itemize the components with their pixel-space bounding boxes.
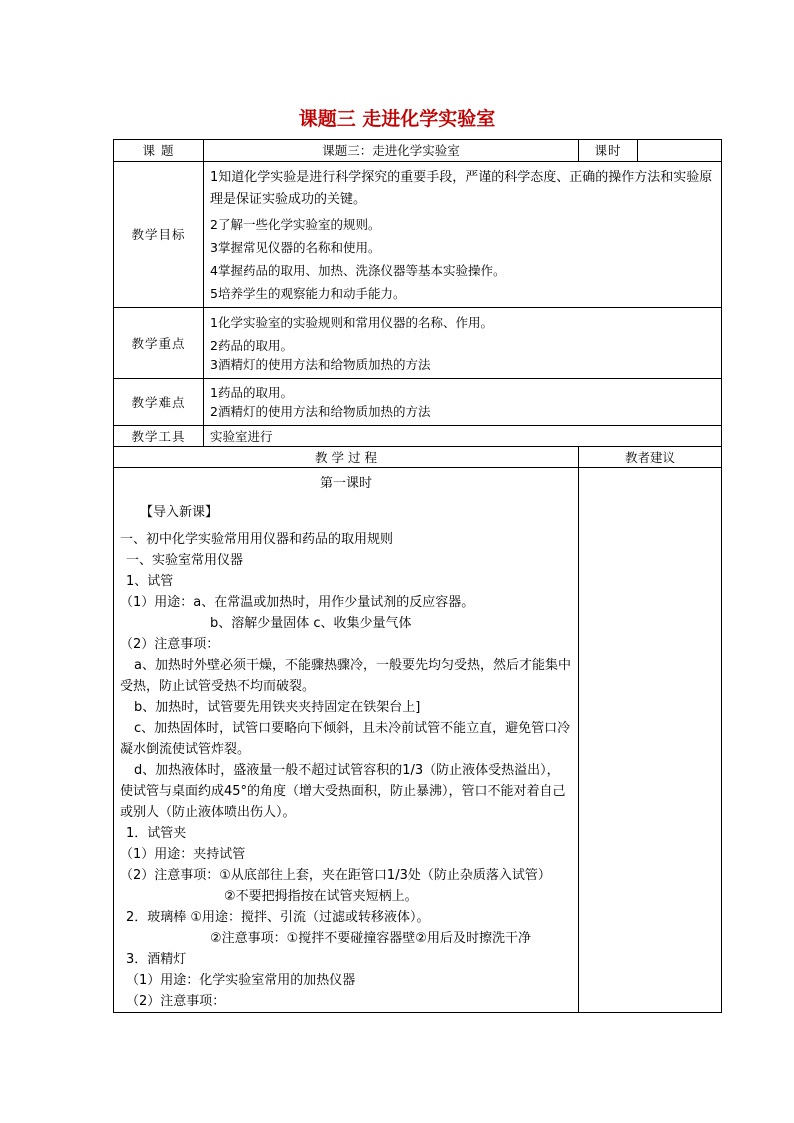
topic-label: 课 题	[114, 140, 204, 162]
process-line: （2）注意事项：	[126, 994, 226, 1009]
objective-item: 4掌握药品的取用、加热、洗涤仪器等基本实验操作。	[210, 262, 506, 278]
process-line: （2）注意事项：①从底部往上套，夹在距管口1/3处（防止杂质落入试管）	[120, 868, 551, 883]
process-header: 教 学 过 程	[114, 447, 579, 468]
process-line: b、加热时，试管要先用铁夹夹持固定在铁架台上]	[134, 700, 421, 715]
key-point-item: 3酒精灯的使用方法和给物质加热的方法	[210, 356, 431, 372]
lesson-heading: 第一课时	[319, 476, 372, 491]
item-heading: 1、试管	[126, 574, 174, 589]
process-line: （1）用途：化学实验室常用的加热仪器	[126, 973, 356, 988]
process-line: ②注意事项：①搅拌不要碰撞容器壁②用后及时擦洗干净	[210, 931, 531, 946]
advice-header: 教者建议	[579, 447, 722, 468]
process-line: （1）用途：a、在常温或加热时，用作少量试剂的反应容器。	[120, 595, 475, 610]
process-line: （2）注意事项：	[120, 637, 220, 652]
subsection-heading: 一、实验室常用仪器	[126, 553, 244, 568]
difficulties-content	[204, 379, 722, 426]
key-point-item: 1化学实验室的实验规则和常用仪器的名称、作用。	[210, 314, 493, 330]
period-value	[638, 140, 722, 162]
process-line: b、溶解少量固体 c、收集少量气体	[210, 616, 412, 631]
period-label: 课时	[579, 140, 638, 162]
objective-item: 1知道化学实验是进行科学探究的重要手段，严谨的科学态度、正确的操作方法和实验原理是保证实验成功的关键。	[210, 169, 713, 207]
objective-item: 2了解一些化学实验室的规则。	[210, 216, 381, 232]
topic-value: 课题三：走进化学实验室	[204, 140, 579, 162]
key-point-item: 2药品的取用。	[210, 337, 293, 353]
objective-item: 5培养学生的观察能力和动手能力。	[210, 285, 406, 301]
process-line: d、加热液体时，盛液量一般不超过试管容积的1/3（防止液体受热溢出），使试管与桌面约成45°的角度（增大受热面积，防止暴沸），管口不能对着自己或别人（防止液体喷出伤人）。	[120, 763, 566, 820]
process-line: c、加热固体时，试管口要略向下倾斜，且未冷前试管不能立直，避免管口冷凝水倒流使试管炸裂。	[120, 721, 571, 757]
process-content	[114, 468, 579, 1013]
tools-label: 教学工具	[114, 426, 204, 447]
objective-item: 3掌握常见仪器的名称和使用。	[210, 239, 381, 255]
item-heading: 3．酒精灯	[126, 952, 187, 967]
difficulties-label: 教学难点	[114, 379, 204, 426]
item-heading: 2．玻璃棒 ①用途：搅拌、引流（过滤或转移液体）。	[126, 910, 430, 925]
key-points-label: 教学重点	[114, 308, 204, 379]
document-title: 课题三 走进化学实验室	[298, 108, 496, 130]
difficulty-item: 2酒精灯的使用方法和给物质加热的方法	[210, 404, 431, 419]
process-line: （1）用途：夹持试管	[120, 847, 246, 862]
intro-heading: 【导入新课】	[140, 505, 219, 520]
process-line: a、加热时外壁必须干燥，不能骤热骤冷，一般要先均匀受热，然后才能集中受热，防止试管受热不均而破裂。	[120, 658, 571, 694]
key-points-content	[204, 308, 722, 379]
tools-value: 实验室进行	[204, 426, 722, 447]
process-line: ②不要把拇指按在试管夹短柄上。	[224, 889, 418, 904]
objectives-label: 教学目标	[114, 162, 204, 308]
item-heading: 1．试管夹	[126, 826, 187, 841]
advice-content	[579, 468, 722, 1013]
objectives-content	[204, 162, 722, 308]
difficulty-item: 1药品的取用。	[210, 385, 293, 400]
section-heading: 一、初中化学实验常用用仪器和药品的取用规则	[120, 532, 394, 547]
lesson-plan-table	[113, 139, 722, 1013]
